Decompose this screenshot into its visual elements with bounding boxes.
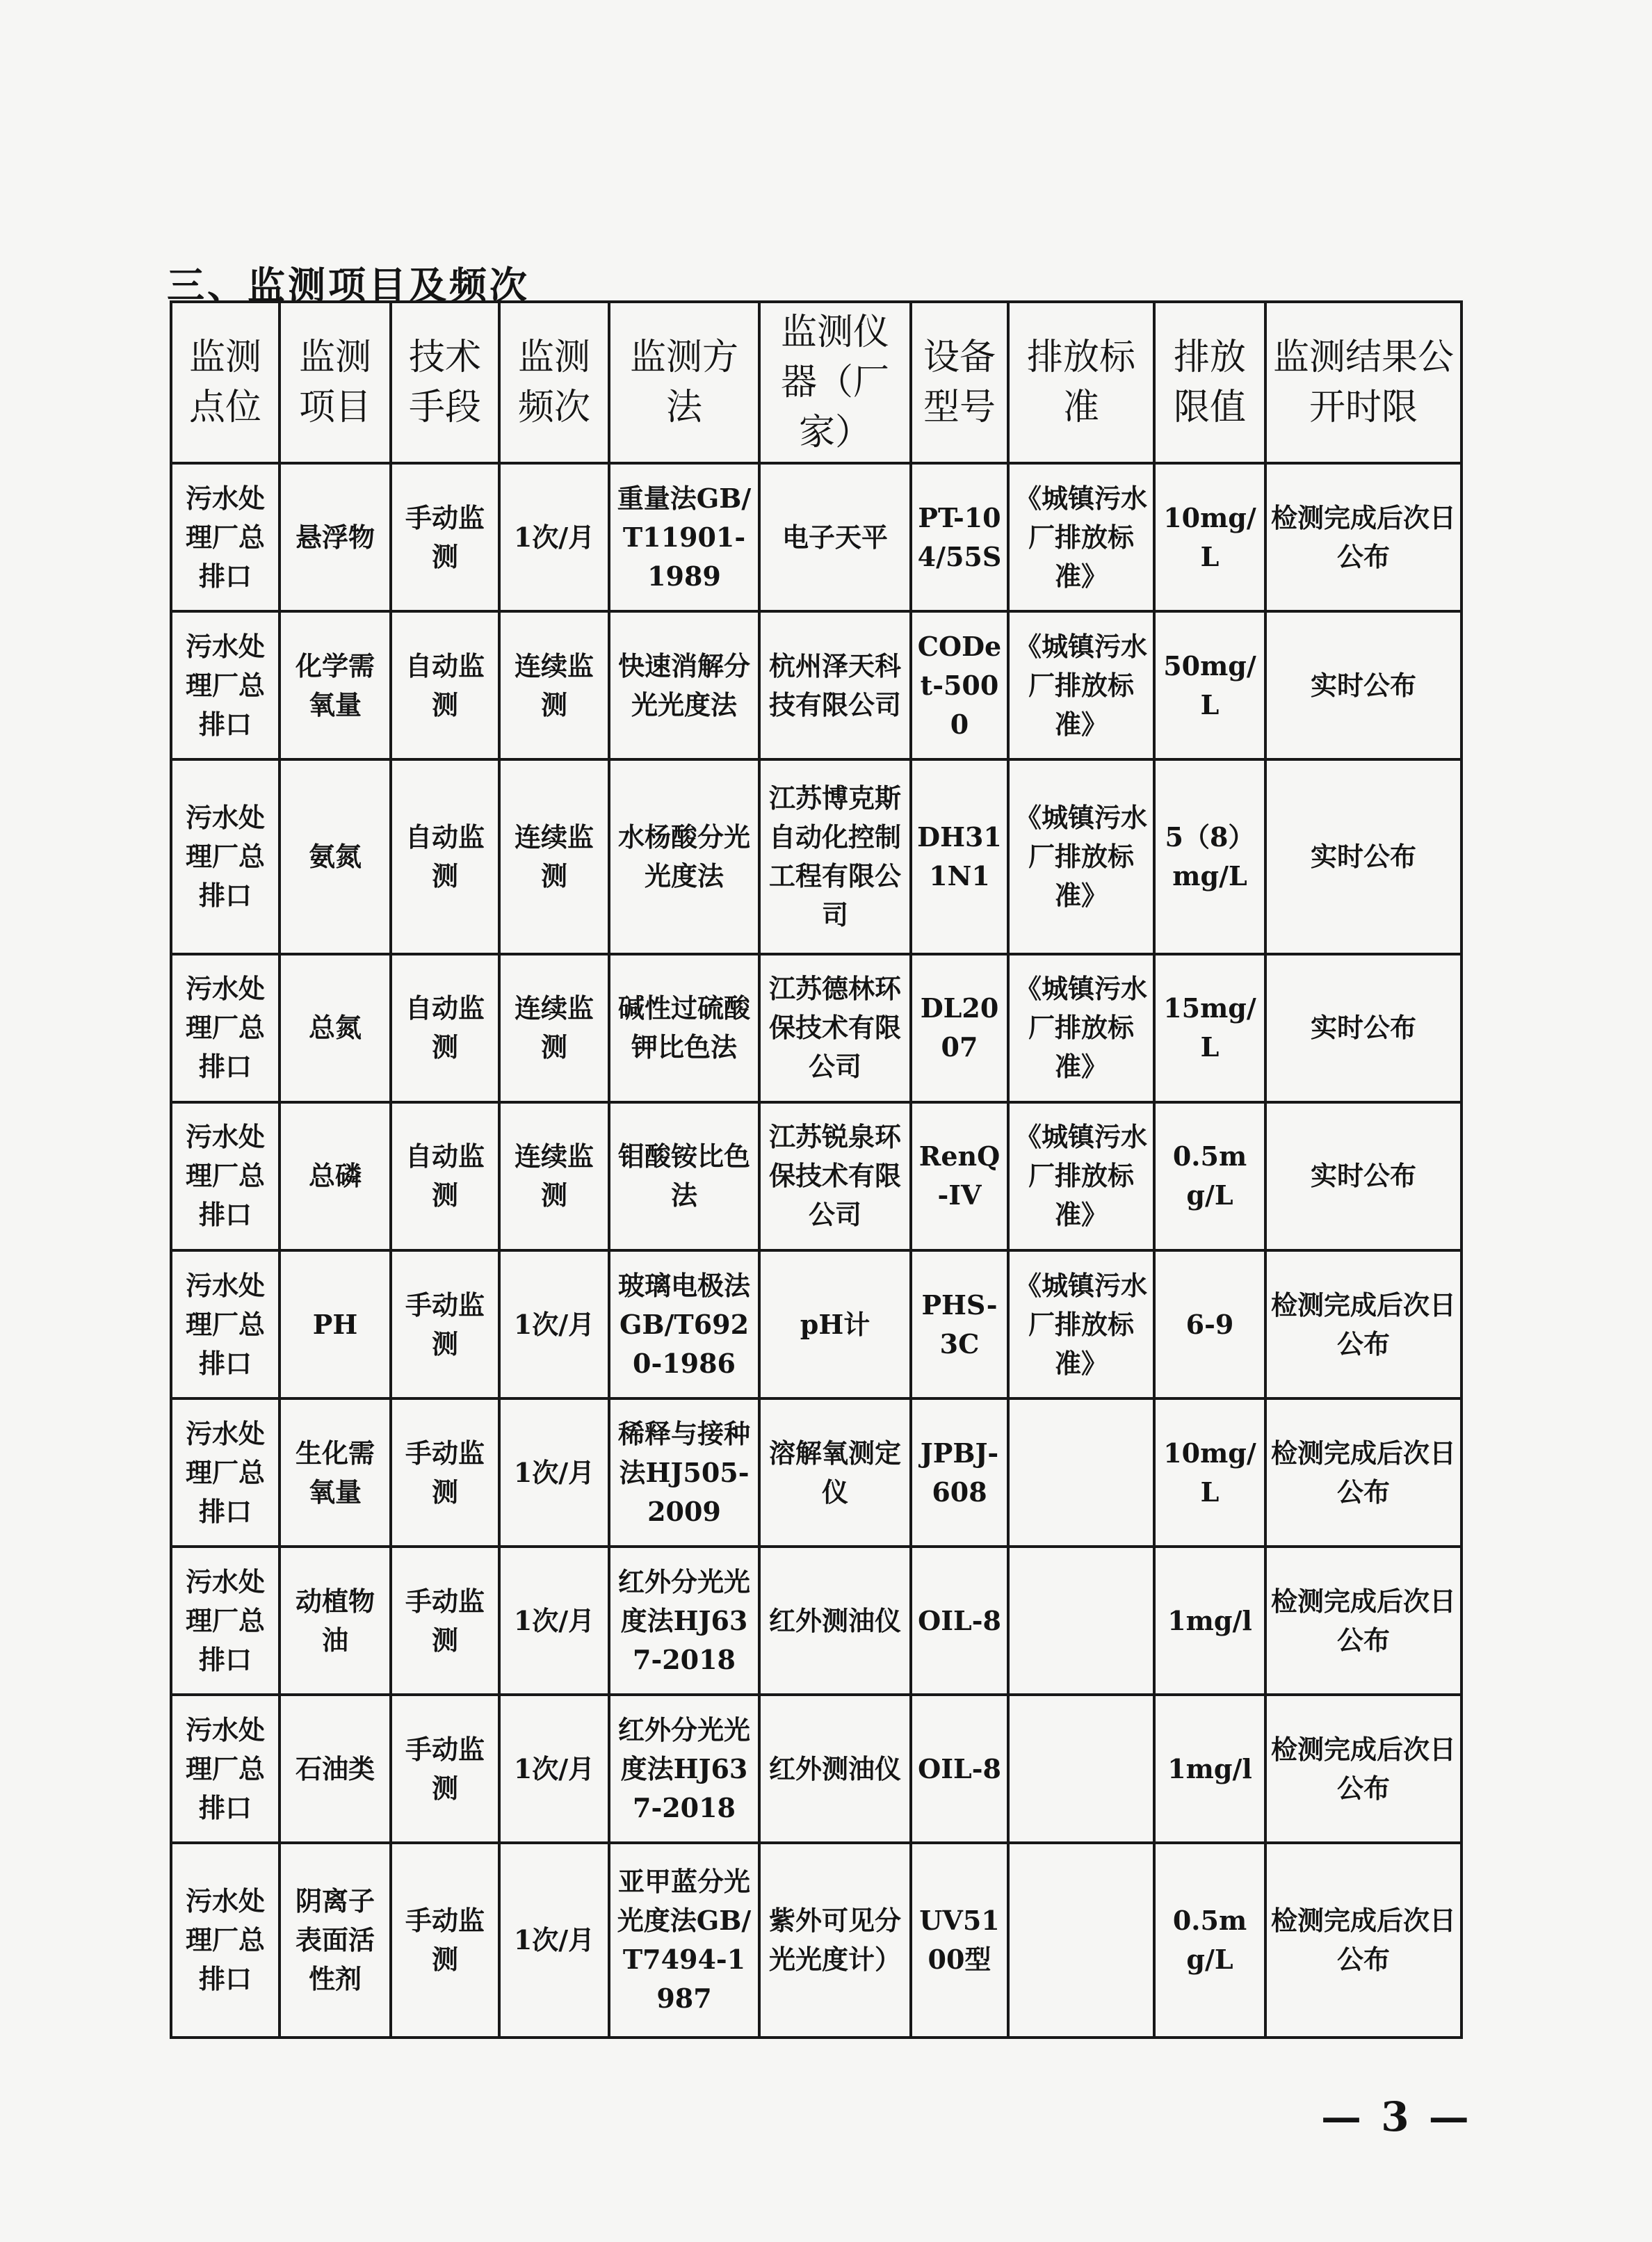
cell-model: JPBJ-608 — [911, 1398, 1008, 1547]
cell-standard: 《城镇污水厂排放标准》 — [1008, 463, 1154, 611]
table-row — [171, 1250, 1461, 1398]
cell-item: 悬浮物 — [280, 463, 391, 611]
header-model: 设备型号 — [911, 302, 1008, 463]
cell-disclosure: 实时公布 — [1265, 954, 1461, 1102]
cell-instrument: pH计 — [759, 1250, 911, 1398]
cell-means: 手动监测 — [391, 463, 499, 611]
cell-frequency: 1次/月 — [499, 1398, 609, 1547]
cell-method: 红外分光光度法HJ637-2018 — [609, 1547, 759, 1695]
cell-method: 水杨酸分光光度法 — [609, 759, 759, 953]
cell-item: 总磷 — [280, 1102, 391, 1250]
cell-standard: 《城镇污水厂排放标准》 — [1008, 1250, 1154, 1398]
cell-model: UV5100型 — [911, 1843, 1008, 2038]
cell-frequency: 1次/月 — [499, 1250, 609, 1398]
table-row — [171, 1843, 1461, 2038]
cell-means: 自动监测 — [391, 954, 499, 1102]
cell-instrument: 紫外可见分光光度计） — [759, 1843, 911, 2038]
cell-frequency: 1次/月 — [499, 1547, 609, 1695]
cell-item: 生化需氧量 — [280, 1398, 391, 1547]
cell-method: 亚甲蓝分光光度法GB/T7494-1987 — [609, 1843, 759, 2038]
cell-means: 手动监测 — [391, 1398, 499, 1547]
cell-model: OIL-8 — [911, 1695, 1008, 1843]
cell-point: 污水处理厂总排口 — [171, 463, 280, 611]
cell-frequency: 连续监测 — [499, 954, 609, 1102]
cell-model: PT-104/55S — [911, 463, 1008, 611]
table-row — [171, 611, 1461, 759]
cell-means: 自动监测 — [391, 1102, 499, 1250]
cell-instrument: 溶解氧测定仪 — [759, 1398, 911, 1547]
cell-item: 动植物油 — [280, 1547, 391, 1695]
cell-means: 手动监测 — [391, 1843, 499, 2038]
cell-standard: 《城镇污水厂排放标准》 — [1008, 1102, 1154, 1250]
cell-disclosure: 检测完成后次日公布 — [1265, 1843, 1461, 2038]
header-instrument: 监测仪器（厂家） — [759, 302, 911, 463]
cell-model: OIL-8 — [911, 1547, 1008, 1695]
cell-frequency: 连续监测 — [499, 611, 609, 759]
cell-means: 自动监测 — [391, 759, 499, 953]
cell-instrument: 江苏锐泉环保技术有限公司 — [759, 1102, 911, 1250]
cell-disclosure: 实时公布 — [1265, 611, 1461, 759]
cell-item: 阴离子表面活性剂 — [280, 1843, 391, 2038]
header-standard: 排放标准 — [1008, 302, 1154, 463]
cell-means: 手动监测 — [391, 1250, 499, 1398]
cell-model: DL2007 — [911, 954, 1008, 1102]
cell-standard — [1008, 1695, 1154, 1843]
cell-model: CODet-5000 — [911, 611, 1008, 759]
cell-standard — [1008, 1547, 1154, 1695]
cell-item: 化学需氧量 — [280, 611, 391, 759]
cell-disclosure: 实时公布 — [1265, 759, 1461, 953]
cell-standard — [1008, 1398, 1154, 1547]
cell-model: PHS-3C — [911, 1250, 1008, 1398]
cell-instrument: 江苏博克斯自动化控制工程有限公司 — [759, 759, 911, 953]
table-row — [171, 954, 1461, 1102]
cell-method: 碱性过硫酸钾比色法 — [609, 954, 759, 1102]
table-row — [171, 463, 1461, 611]
cell-frequency: 1次/月 — [499, 463, 609, 611]
cell-disclosure: 检测完成后次日公布 — [1265, 1250, 1461, 1398]
table-row — [171, 759, 1461, 953]
cell-instrument: 电子天平 — [759, 463, 911, 611]
header-method: 监测方法 — [609, 302, 759, 463]
cell-disclosure: 检测完成后次日公布 — [1265, 1695, 1461, 1843]
cell-item: 氨氮 — [280, 759, 391, 953]
cell-limit: 5（8）mg/L — [1154, 759, 1265, 953]
table-row — [171, 1398, 1461, 1547]
cell-limit: 10mg/L — [1154, 1398, 1265, 1547]
cell-point: 污水处理厂总排口 — [171, 759, 280, 953]
cell-disclosure: 检测完成后次日公布 — [1265, 463, 1461, 611]
cell-limit: 50mg/L — [1154, 611, 1265, 759]
cell-method: 稀释与接种法HJ505-2009 — [609, 1398, 759, 1547]
cell-instrument: 红外测油仪 — [759, 1547, 911, 1695]
section-title: 三、监测项目及频次 — [167, 264, 530, 307]
cell-limit: 1mg/l — [1154, 1695, 1265, 1843]
header-means: 技术手段 — [391, 302, 499, 463]
cell-means: 手动监测 — [391, 1695, 499, 1843]
cell-limit: 10mg/L — [1154, 463, 1265, 611]
cell-frequency: 连续监测 — [499, 759, 609, 953]
cell-method: 快速消解分光光度法 — [609, 611, 759, 759]
header-disclosure: 监测结果公开时限 — [1265, 302, 1461, 463]
cell-frequency: 1次/月 — [499, 1843, 609, 2038]
cell-method: 玻璃电极法GB/T6920-1986 — [609, 1250, 759, 1398]
cell-item: PH — [280, 1250, 391, 1398]
monitoring-table — [170, 300, 1463, 2039]
header-row — [171, 302, 1461, 463]
cell-frequency: 1次/月 — [499, 1695, 609, 1843]
cell-limit: 0.5mg/L — [1154, 1102, 1265, 1250]
cell-frequency: 连续监测 — [499, 1102, 609, 1250]
page-number: — 3 — — [1321, 2093, 1472, 2140]
cell-method: 钼酸铵比色法 — [609, 1102, 759, 1250]
cell-standard — [1008, 1843, 1154, 2038]
cell-point: 污水处理厂总排口 — [171, 1547, 280, 1695]
cell-point: 污水处理厂总排口 — [171, 611, 280, 759]
header-point: 监测点位 — [171, 302, 280, 463]
cell-point: 污水处理厂总排口 — [171, 1843, 280, 2038]
header-limit: 排放限值 — [1154, 302, 1265, 463]
cell-limit: 0.5mg/L — [1154, 1843, 1265, 2038]
cell-item: 石油类 — [280, 1695, 391, 1843]
cell-limit: 15mg/L — [1154, 954, 1265, 1102]
cell-point: 污水处理厂总排口 — [171, 1102, 280, 1250]
cell-method: 重量法GB/T11901-1989 — [609, 463, 759, 611]
table-row — [171, 1695, 1461, 1843]
table-row — [171, 1547, 1461, 1695]
cell-standard: 《城镇污水厂排放标准》 — [1008, 954, 1154, 1102]
cell-model: DH311N1 — [911, 759, 1008, 953]
cell-limit: 1mg/l — [1154, 1547, 1265, 1695]
cell-instrument: 江苏德林环保技术有限公司 — [759, 954, 911, 1102]
cell-method: 红外分光光度法HJ637-2018 — [609, 1695, 759, 1843]
cell-disclosure: 检测完成后次日公布 — [1265, 1547, 1461, 1695]
cell-item: 总氮 — [280, 954, 391, 1102]
cell-disclosure: 实时公布 — [1265, 1102, 1461, 1250]
header-frequency: 监测频次 — [499, 302, 609, 463]
cell-point: 污水处理厂总排口 — [171, 1250, 280, 1398]
cell-point: 污水处理厂总排口 — [171, 954, 280, 1102]
cell-means: 自动监测 — [391, 611, 499, 759]
cell-point: 污水处理厂总排口 — [171, 1398, 280, 1547]
cell-model: RenQ-IV — [911, 1102, 1008, 1250]
header-item: 监测项目 — [280, 302, 391, 463]
cell-point: 污水处理厂总排口 — [171, 1695, 280, 1843]
cell-standard: 《城镇污水厂排放标准》 — [1008, 759, 1154, 953]
cell-limit: 6-9 — [1154, 1250, 1265, 1398]
cell-instrument: 红外测油仪 — [759, 1695, 911, 1843]
cell-disclosure: 检测完成后次日公布 — [1265, 1398, 1461, 1547]
cell-instrument: 杭州泽天科技有限公司 — [759, 611, 911, 759]
cell-standard: 《城镇污水厂排放标准》 — [1008, 611, 1154, 759]
table-row — [171, 1102, 1461, 1250]
cell-means: 手动监测 — [391, 1547, 499, 1695]
